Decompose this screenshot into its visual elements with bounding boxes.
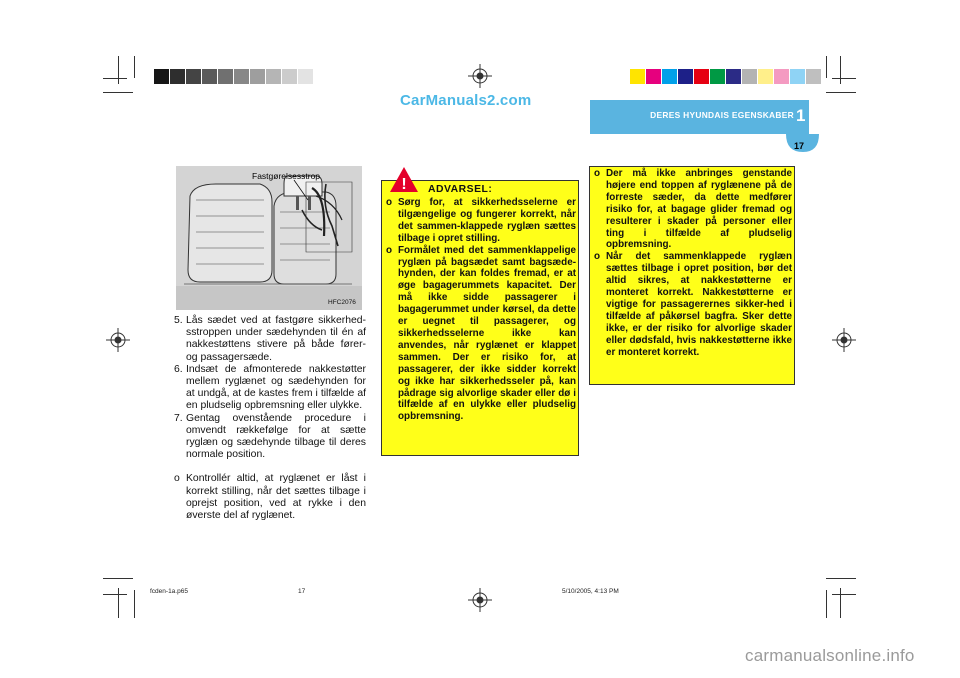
registration-target-icon xyxy=(468,588,492,612)
caution-item xyxy=(594,251,792,358)
color-swatch xyxy=(694,69,709,84)
color-swatch xyxy=(662,69,677,84)
gray-swatch xyxy=(250,69,265,84)
gray-swatch xyxy=(298,69,313,84)
section-title: DERES HYUNDAIS EGENSKABER xyxy=(650,110,794,120)
section-number: 1 xyxy=(796,106,806,125)
color-swatch xyxy=(630,69,645,84)
warning-text: Formålet med det sammenklappelige ryglæn på bagsædet samt bagsæde-hynden, der kan foldes fremad, er at øge bagagerummets kapacitet. Der må ikke sidde passagerer i bagagerummet under kørsel, da dette er uegnet til passagerer, og sikkerhedsselerne ikke kan anvendes, når ryglænet er klappet sammen. Der er risiko for, at passagerer, der ikke sidder korrekt og ikke har sikkerhedsseler på, kan pådrage sig alvorlige skader eller dø i tilfælde af en ulykke eller pludselig opbremsning. xyxy=(398,244,576,423)
gray-swatch xyxy=(154,69,169,84)
warning-title: ADVARSEL: xyxy=(428,184,493,195)
color-swatch xyxy=(742,69,757,84)
gray-swatch xyxy=(266,69,281,84)
footer-page: 17 xyxy=(298,588,306,595)
registration-target-icon xyxy=(468,64,492,88)
figure-code: HFC2076 xyxy=(328,299,356,306)
brand-footer-link[interactable]: carmanualsonline.info xyxy=(745,646,915,665)
caution-text: Når det sammenklappede ryglæn sættes tilbage i opret position, bør det altid sikres, at nakkestøtterne er monteret korrekt. Nakkestøtterne er vigtige for passagerernes sikker-hed i tilfælde af påkørsel bagfra. Sker dette ikke, er der risiko for alvorlige skader eller dødsfald, hvis nakkestøtterne ikke er monteret korrekt. xyxy=(606,251,792,358)
caution-list xyxy=(594,168,792,359)
step-number: o xyxy=(174,473,180,485)
bullet-mark: o xyxy=(594,251,601,263)
color-swatch xyxy=(710,69,725,84)
step-text: Gentag ovenstående procedure i omvendt rækkefølge for at sætte ryglæn og sædehynde tilbage til deres normale position. xyxy=(186,412,366,461)
warning-item xyxy=(386,197,576,245)
gray-swatch xyxy=(186,69,201,84)
step-text: Indsæt de afmonterede nakkestøtter mellem ryglænet og sædehynden for at undgå, at de kastes frem i tilfælde af en pludselig opbremsning eller ulykke. xyxy=(186,363,366,412)
warning-text: Sørg for, at sikkerhedsselerne er tilgængelige og fungerer korrekt, når det sammen-klappede ryglæn sættes tilbage i opret stilling. xyxy=(398,197,576,244)
step-item xyxy=(174,315,366,364)
color-swatch xyxy=(806,69,821,84)
warning-triangle-icon xyxy=(389,166,419,193)
step-item xyxy=(174,473,366,522)
color-swatch xyxy=(646,69,661,84)
gray-swatch xyxy=(202,69,217,84)
instruction-steps xyxy=(174,315,366,522)
step-number: 6. xyxy=(174,363,183,375)
color-swatch xyxy=(678,69,693,84)
registration-target-icon xyxy=(832,328,856,352)
step-number: 5. xyxy=(174,315,183,326)
color-swatch xyxy=(790,69,805,84)
step-text: Kontrollér altid, at ryglænet er låst i korrekt stilling, når det sættes tilbage i oprejst position, ved at rykke i den øverste del af ryglænet. xyxy=(186,473,366,522)
footer-timestamp: 5/10/2005, 4:13 PM xyxy=(562,588,619,595)
gray-swatch xyxy=(234,69,249,84)
registration-target-icon xyxy=(106,328,130,352)
color-swatch xyxy=(774,69,789,84)
step-item xyxy=(174,364,366,413)
step-item xyxy=(174,413,366,462)
figure-caption: Fastgørelsesstrop xyxy=(252,171,321,181)
gray-swatch xyxy=(218,69,233,84)
warning-list xyxy=(386,197,576,423)
color-swatch xyxy=(726,69,741,84)
step-number: 7. xyxy=(174,412,183,424)
caution-text: Der må ikke anbringes genstande højere end toppen af ryglænene på de forreste sæder, da dette medfører risiko for, at bagage glider fremad og resulterer i skader på personer eller ting i tilfælde af pludselig opbremsning. xyxy=(606,168,792,251)
step-text: Lås sædet ved at fastgøre sikkerhed-sstroppen under sædehynden til én af nakkestøttens stivere på både fører- og passagersæde. xyxy=(186,315,366,363)
warning-item xyxy=(386,245,576,424)
header-band xyxy=(590,100,820,160)
caution-item xyxy=(594,168,792,251)
gray-swatch xyxy=(282,69,297,84)
bullet-mark: o xyxy=(594,168,601,179)
gray-swatch xyxy=(170,69,185,84)
footer-filename: fcden-1a.p65 xyxy=(150,588,188,595)
bullet-mark: o xyxy=(386,244,393,256)
warning-icon-glyph: ! xyxy=(401,176,407,193)
seat-strap-illustration xyxy=(176,166,362,310)
bullet-mark: o xyxy=(386,197,393,208)
watermark-link[interactable]: CarManuals2.com xyxy=(400,92,532,109)
page-number: 17 xyxy=(794,141,805,151)
color-swatch xyxy=(758,69,773,84)
